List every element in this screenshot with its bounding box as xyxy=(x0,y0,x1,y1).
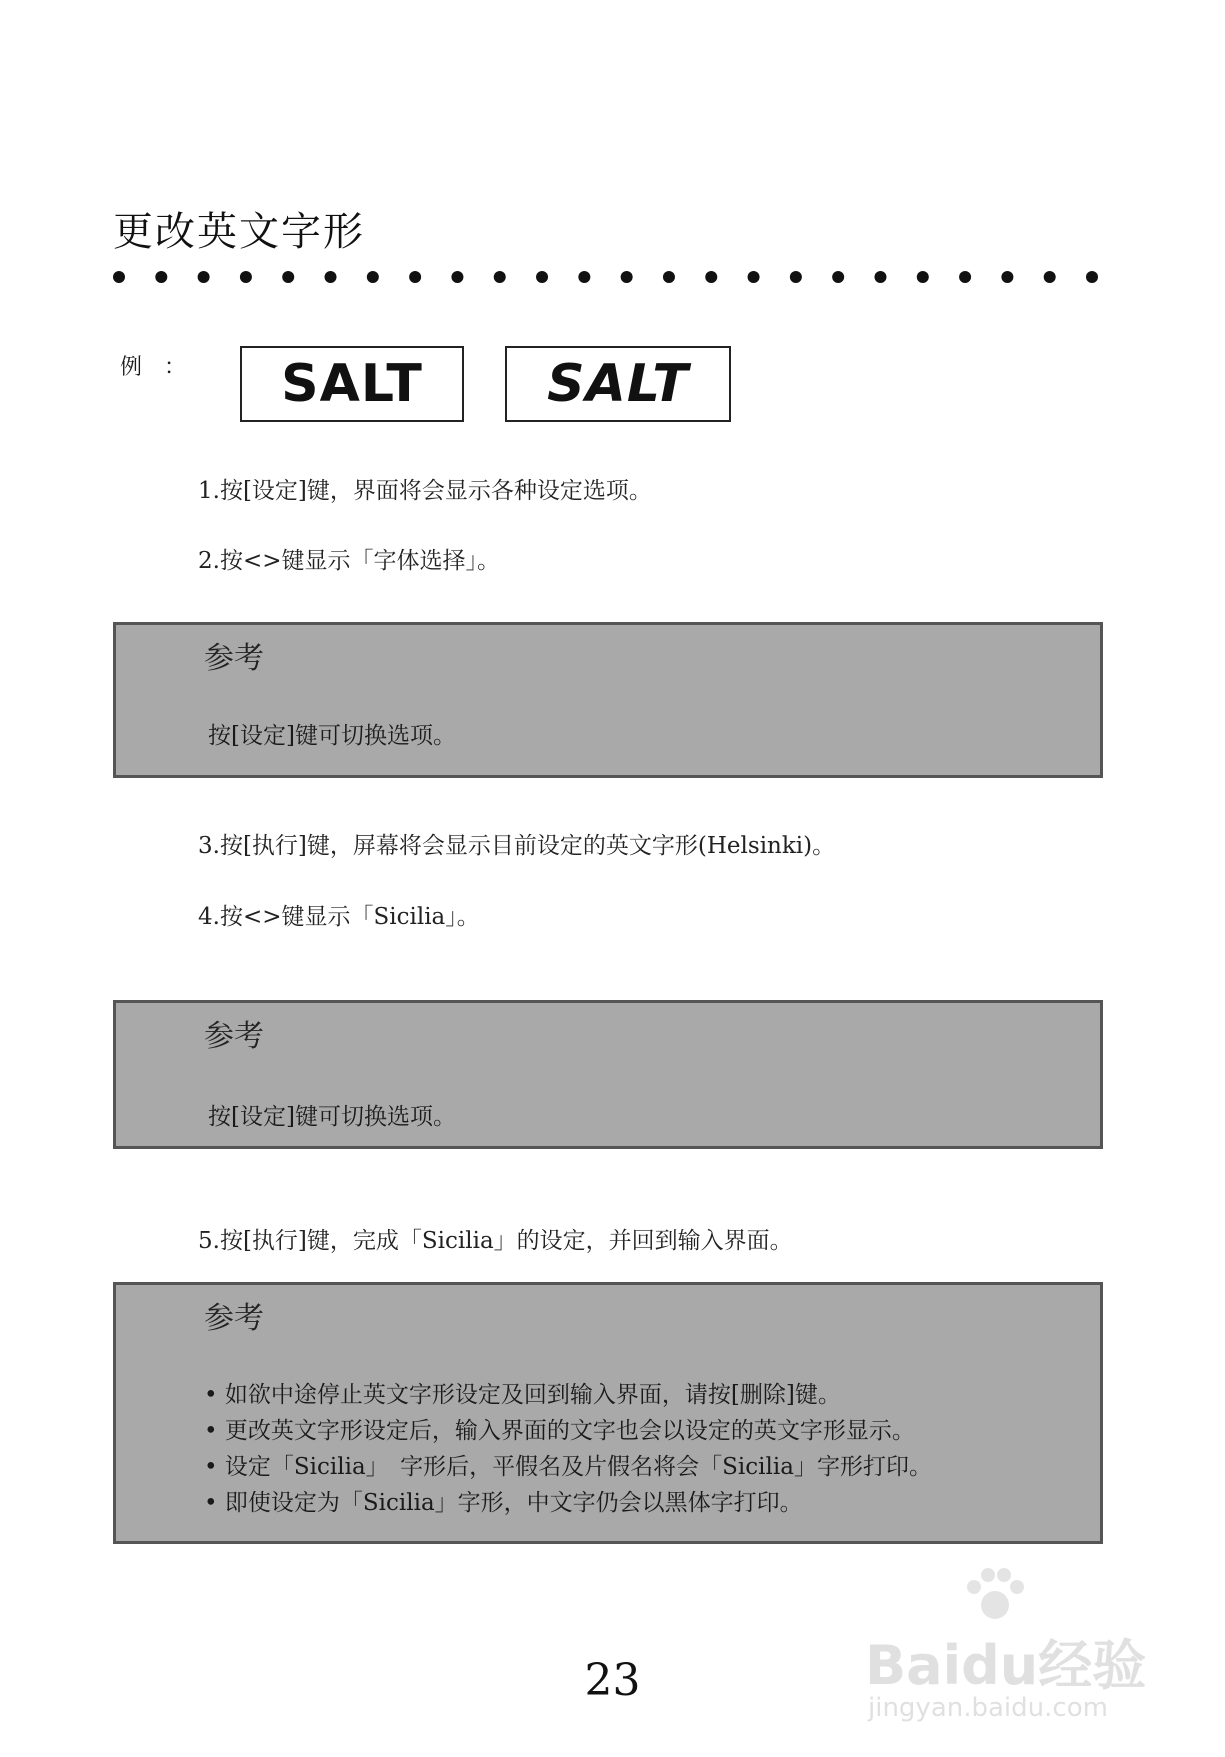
sample-sicilia-box: SALT xyxy=(505,346,731,422)
note-list-item: • 即使设定为「Sicilia」字形，中文字仍会以黑体字打印。 xyxy=(204,1485,932,1521)
divider-dot xyxy=(790,271,802,283)
sample-helsinki-box: SALT xyxy=(240,346,464,422)
divider-dot xyxy=(1001,271,1013,283)
divider-dot xyxy=(282,271,294,283)
divider-dot xyxy=(832,271,844,283)
note-title: 参考 xyxy=(204,1301,264,1336)
note-body: 按[设定]键可切换选项。 xyxy=(208,1104,456,1130)
example-label: 例 ： xyxy=(120,355,187,380)
note-title: 参考 xyxy=(204,1019,264,1054)
note-list-item: • 更改英文字形设定后，输入界面的文字也会以设定的英文字形显示。 xyxy=(204,1413,932,1449)
note-body: 按[设定]键可切换选项。 xyxy=(208,723,456,749)
watermark-brand: Baidu经验 xyxy=(865,1634,1147,1697)
watermark-url: jingyan.baidu.com xyxy=(868,1693,1108,1723)
divider-dot xyxy=(748,271,760,283)
paw-logo-icon xyxy=(960,1565,1030,1625)
divider-dot xyxy=(536,271,548,283)
divider-dot xyxy=(959,271,971,283)
divider-dot xyxy=(113,271,125,283)
divider-dot xyxy=(1044,271,1056,283)
note-box-2 xyxy=(113,1000,1103,1149)
step-3: 3.按[执行]键，屏幕将会显示目前设定的英文字形(Helsinki)。 xyxy=(198,833,836,859)
note-box-1 xyxy=(113,622,1103,778)
note-list-item: • 如欲中途停止英文字形设定及回到输入界面，请按[删除]键。 xyxy=(204,1377,932,1413)
divider-dot xyxy=(578,271,590,283)
divider-dot xyxy=(155,271,167,283)
step-2: 2.按<>键显示「字体选择」。 xyxy=(198,548,500,574)
step-4: 4.按<>键显示「Sicilia」。 xyxy=(198,904,480,930)
divider-dot xyxy=(1086,271,1098,283)
divider-dot xyxy=(367,271,379,283)
divider-dot xyxy=(240,271,252,283)
divider-dot xyxy=(409,271,421,283)
divider-dot xyxy=(874,271,886,283)
divider-dot xyxy=(494,271,506,283)
divider-dot xyxy=(621,271,633,283)
dotted-divider xyxy=(113,266,1098,288)
divider-dot xyxy=(325,271,337,283)
divider-dot xyxy=(451,271,463,283)
step-1: 1.按[设定]键，界面将会显示各种设定选项。 xyxy=(198,478,652,504)
step-5: 5.按[执行]键，完成「Sicilia」的设定，并回到输入界面。 xyxy=(198,1228,793,1254)
note-list xyxy=(204,1377,932,1521)
divider-dot xyxy=(917,271,929,283)
page-title: 更改英文字形 xyxy=(113,209,365,255)
page-number: 23 xyxy=(584,1655,641,1706)
baidu-watermark xyxy=(860,1565,1150,1735)
divider-dot xyxy=(198,271,210,283)
note-list-item: • 设定「Sicilia」 字形后，平假名及片假名将会「Sicilia」字形打印。 xyxy=(204,1449,932,1485)
divider-dot xyxy=(705,271,717,283)
note-box-3 xyxy=(113,1282,1103,1544)
divider-dot xyxy=(663,271,675,283)
note-title: 参考 xyxy=(204,641,264,676)
